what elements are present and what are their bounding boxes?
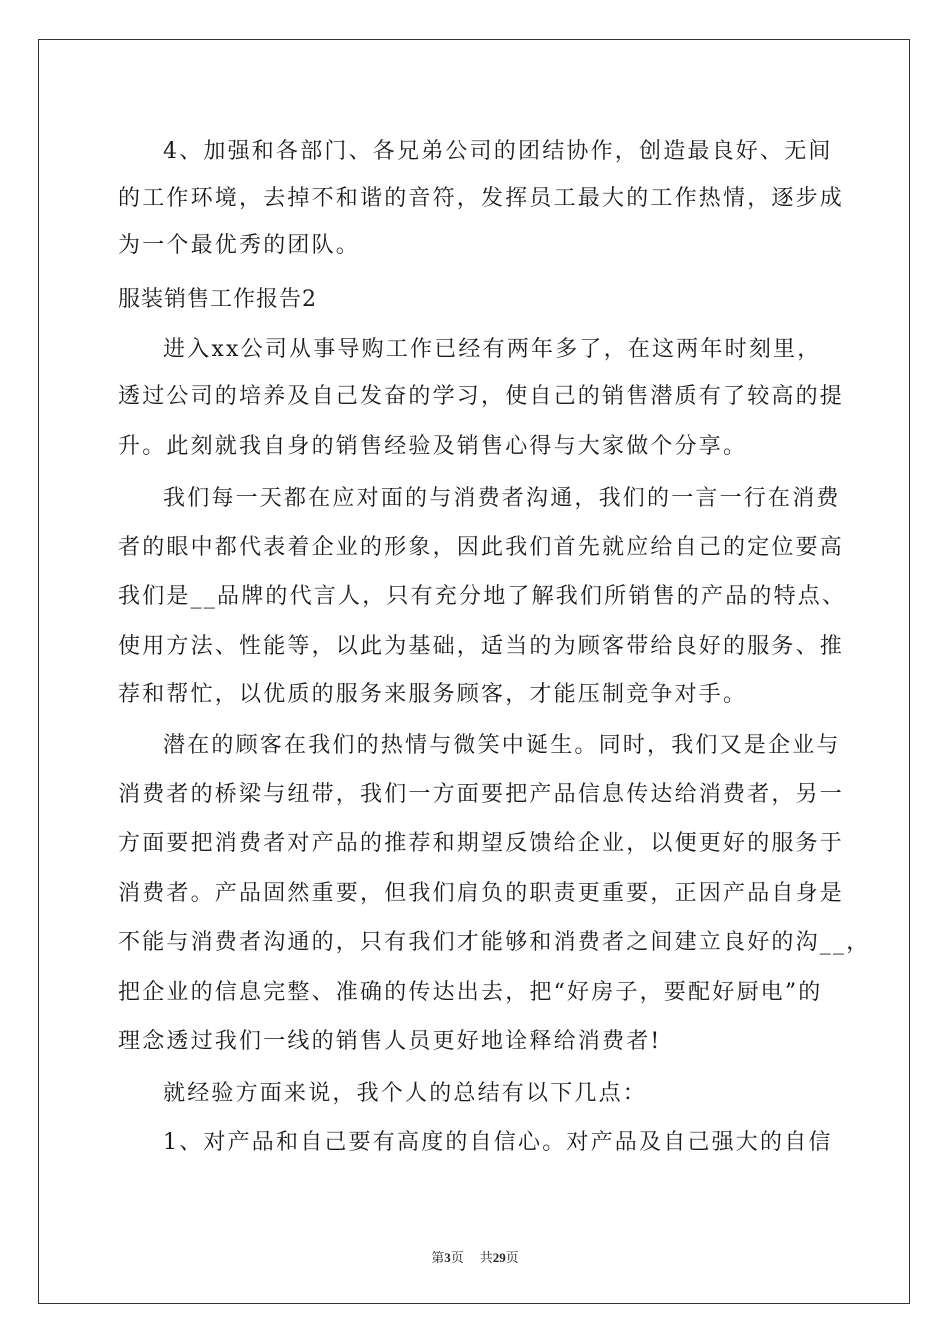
paragraph-line: 透过公司的培养及自己发奋的学习，使自己的销售潜质有了较高的提 xyxy=(118,384,845,409)
page-suffix: 页 xyxy=(450,1251,464,1266)
paragraph-line: 消费者的桥梁与纽带，我们一方面要把产品信息传达给消费者，另一 xyxy=(118,782,845,807)
paragraph-line: 4、加强和各部门、各兄弟公司的团结协作，创造最良好、无间 xyxy=(163,139,833,164)
paragraph-line: 潜在的顾客在我们的热情与微笑中诞生。同时，我们又是企业与 xyxy=(163,733,841,758)
paragraph-line: 使用方法、性能等，以此为基础，适当的为顾客带给良好的服务、推 xyxy=(118,634,845,659)
paragraph-line: 我们每一天都在应对面的与消费者沟通，我们的一言一行在消费 xyxy=(163,486,841,511)
paragraph-line: 不能与消费者沟通的，只有我们才能够和消费者之间建立良好的沟__， xyxy=(118,930,871,955)
paragraph-line: 我们是__品牌的代言人，只有充分地了解我们所销售的产品的特点、 xyxy=(118,584,847,609)
paragraph-line: 者的眼中都代表着企业的形象，因此我们首先就应给自己的定位要高 xyxy=(118,535,845,560)
paragraph-line: 进入xx公司从事导购工作已经有两年多了，在这两年时刻里， xyxy=(163,337,822,362)
paragraph-line: 的工作环境，去掉不和谐的音符，发挥员工最大的工作热情，逐步成 xyxy=(118,186,845,211)
page-border xyxy=(38,39,910,1304)
total-prefix: 共 xyxy=(479,1251,493,1266)
paragraph-line: 消费者。产品固然重要，但我们肩负的职责更重要，正因产品自身是 xyxy=(118,881,845,906)
total-suffix: 页 xyxy=(505,1251,519,1266)
paragraph-line: 把企业的信息完整、准确的传达出去，把“好房子，要配好厨电”的 xyxy=(118,980,823,1005)
paragraph-line: 1、对产品和自己要有高度的自信心。对产品及自己强大的自信 xyxy=(163,1130,833,1155)
page-number: 3 xyxy=(444,1250,451,1265)
paragraph-line: 方面要把消费者对产品的推荐和期望反馈给企业，以便更好的服务于 xyxy=(118,831,845,856)
paragraph-line: 为一个最优秀的团队。 xyxy=(118,233,361,258)
section-heading: 服装销售工作报告2 xyxy=(118,287,317,312)
paragraph-line: 理念透过我们一线的销售人员更好地诠释给消费者! xyxy=(118,1029,662,1054)
paragraph-line: 升。此刻就我自身的销售经验及销售心得与大家做个分享。 xyxy=(118,434,748,459)
page-prefix: 第 xyxy=(431,1251,445,1266)
paragraph-line: 荐和帮忙，以优质的服务来服务顾客，才能压制竞争对手。 xyxy=(118,682,748,707)
page-footer xyxy=(0,1249,950,1268)
total-pages: 29 xyxy=(492,1250,506,1265)
paragraph-line: 就经验方面来说，我个人的总结有以下几点： xyxy=(163,1081,648,1106)
